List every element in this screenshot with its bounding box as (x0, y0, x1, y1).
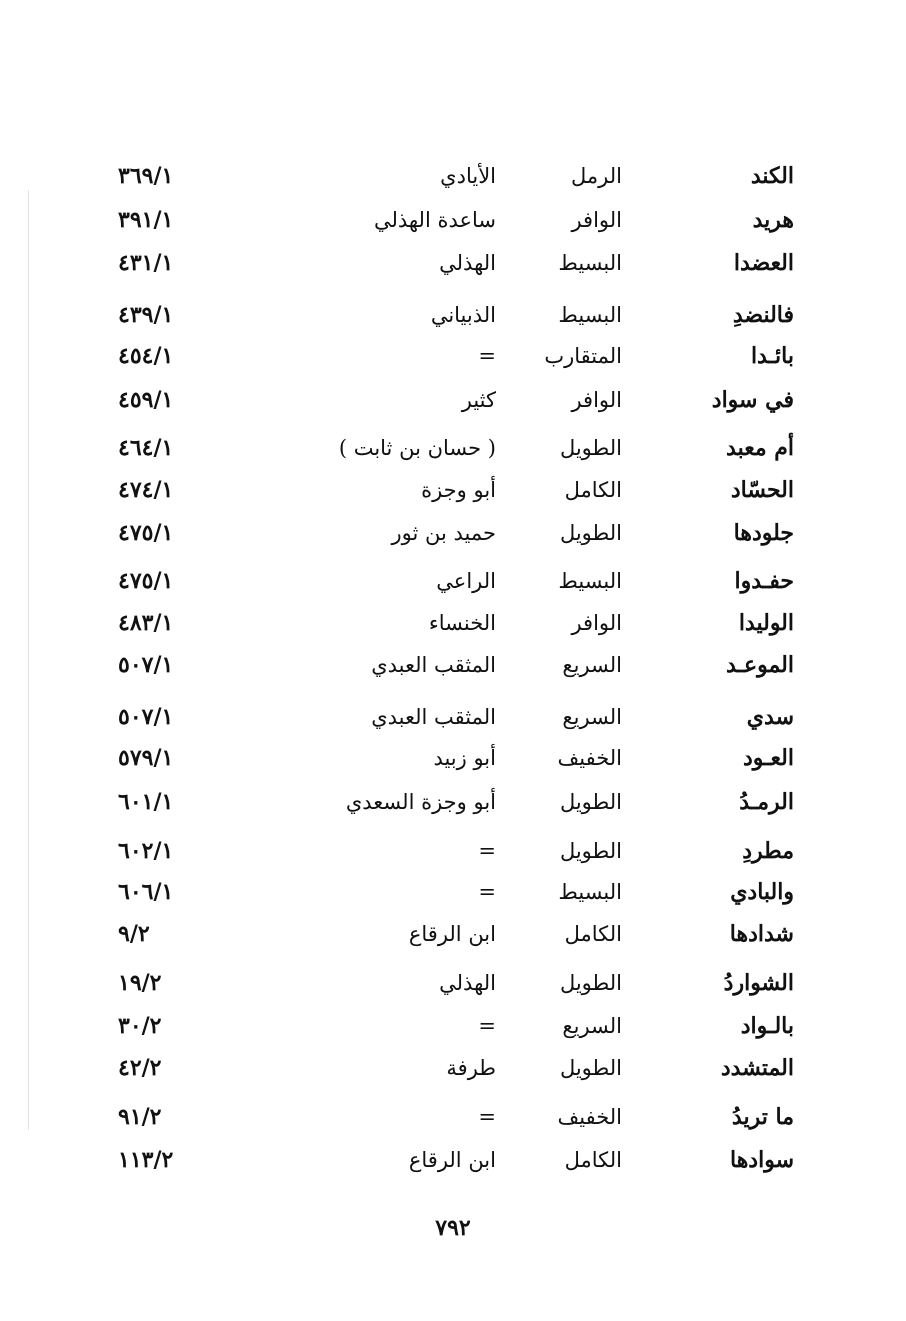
rhyme-word: أم معبد (726, 435, 794, 461)
volume-page-ref: ٤٧٥/١ (118, 520, 174, 546)
rhyme-word: مطردِ (742, 838, 794, 864)
meter-name: الخفيف (557, 746, 622, 770)
poet-name: الخنساء (428, 611, 496, 635)
volume-page-ref: ٥٠٧/١ (118, 704, 174, 730)
table-row (0, 914, 906, 954)
poet-name: = (478, 344, 496, 368)
volume-page-ref: ٣٩١/١ (118, 207, 174, 233)
meter-name: البسيط (558, 880, 622, 904)
table-row (0, 872, 906, 912)
meter-name: السريع (562, 705, 622, 729)
rhyme-word: الشواردُ (723, 970, 794, 996)
poet-name: = (478, 839, 496, 863)
poet-name: الهذلي (439, 971, 496, 995)
rhyme-word: والبادي (730, 879, 794, 905)
volume-page-ref: ٣٠/٢ (118, 1013, 162, 1039)
volume-page-ref: ٤٧٤/١ (118, 477, 174, 503)
meter-name: المتقارب (544, 344, 622, 368)
volume-page-ref: ٣٦٩/١ (118, 163, 174, 189)
rhyme-word: سدي (746, 704, 794, 730)
rhyme-word: الحسّاد (730, 477, 794, 503)
volume-page-ref: ٦٠٢/١ (118, 838, 174, 864)
meter-name: الطويل (559, 839, 622, 863)
meter-name: الكامل (564, 478, 622, 502)
table-row (0, 470, 906, 510)
volume-page-ref: ٤٥٩/١ (118, 387, 174, 413)
table-row (0, 1097, 906, 1137)
table-row (0, 156, 906, 196)
volume-page-ref: ١٩/٢ (118, 970, 162, 996)
rhyme-word: جلودها (733, 520, 794, 546)
meter-name: السريع (562, 1014, 622, 1038)
volume-page-ref: ١١٣/٢ (118, 1147, 174, 1173)
volume-page-ref: ٦٠١/١ (118, 789, 174, 815)
table-row (0, 963, 906, 1003)
table-row (0, 428, 906, 468)
rhyme-word: هريد (752, 207, 794, 233)
table-row (0, 561, 906, 601)
meter-name: الطويل (559, 971, 622, 995)
poet-name: أبو زبيد (433, 746, 496, 770)
poet-name: طرفة (446, 1056, 496, 1080)
meter-name: الوافر (571, 611, 622, 635)
volume-page-ref: ٤٣١/١ (118, 250, 174, 276)
meter-name: البسيط (558, 569, 622, 593)
table-row (0, 738, 906, 778)
table-row (0, 513, 906, 553)
volume-page-ref: ٤٧٥/١ (118, 568, 174, 594)
meter-name: الوافر (571, 208, 622, 232)
rhyme-word: سوادها (729, 1147, 794, 1173)
table-row (0, 243, 906, 283)
table-row (0, 645, 906, 685)
rhyme-word: الرمـدُ (739, 789, 794, 815)
rhyme-word: المتشدد (720, 1055, 794, 1081)
volume-page-ref: ٩/٢ (118, 921, 150, 947)
poet-name: الراعي (436, 569, 496, 593)
volume-page-ref: ٥٠٧/١ (118, 652, 174, 678)
poet-name: ابن الرقاع (408, 922, 496, 946)
poet-name: = (478, 1014, 496, 1038)
rhyme-word: حفـدوا (734, 568, 794, 594)
rhyme-word: بائـدا (750, 343, 794, 369)
rhyme-word: فالنضدِ (732, 302, 794, 328)
volume-page-ref: ٤٢/٢ (118, 1055, 162, 1081)
rhyme-word: شدادها (729, 921, 794, 947)
poet-name: الهذلي (439, 251, 496, 275)
table-row (0, 336, 906, 376)
table-row (0, 831, 906, 871)
poet-name: = (478, 1105, 496, 1129)
table-row (0, 782, 906, 822)
volume-page-ref: ٩١/٢ (118, 1104, 162, 1130)
table-row (0, 1006, 906, 1046)
table-row (0, 380, 906, 420)
table-row (0, 295, 906, 335)
table-row (0, 1140, 906, 1180)
rhyme-word: الوليدا (738, 610, 794, 636)
volume-page-ref: ٥٧٩/١ (118, 745, 174, 771)
volume-page-ref: ٤٦٤/١ (118, 435, 174, 461)
rhyme-word: ما تريدُ (731, 1104, 794, 1130)
meter-name: الطويل (559, 1056, 622, 1080)
meter-name: السريع (562, 653, 622, 677)
poet-name: أبو وجزة السعدي (345, 790, 496, 814)
poet-name: ساعدة الهذلي (373, 208, 496, 232)
poet-name: المثقب العبدي (371, 653, 496, 677)
rhyme-word: العـود (742, 745, 794, 771)
meter-name: الكامل (564, 922, 622, 946)
poet-name: حميد بن ثور (391, 521, 496, 545)
meter-name: الوافر (571, 388, 622, 412)
poet-name: كثير (461, 388, 496, 412)
volume-page-ref: ٤٥٤/١ (118, 343, 174, 369)
volume-page-ref: ٤٣٩/١ (118, 302, 174, 328)
meter-name: الكامل (564, 1148, 622, 1172)
rhyme-word: الكند (750, 163, 794, 189)
meter-name: البسيط (558, 251, 622, 275)
table-row (0, 1048, 906, 1088)
meter-name: الطويل (559, 790, 622, 814)
rhyme-word: الموعـد (725, 652, 794, 678)
volume-page-ref: ٤٨٣/١ (118, 610, 174, 636)
meter-name: البسيط (558, 303, 622, 327)
rhyme-word: العضدا (733, 250, 794, 276)
poet-name: الأيادي (440, 164, 496, 188)
poet-name: ابن الرقاع (408, 1148, 496, 1172)
table-row (0, 200, 906, 240)
poet-name: أبو وجزة (421, 478, 496, 502)
rhyme-word: بالـواد (740, 1013, 794, 1039)
table-row (0, 603, 906, 643)
meter-name: الخفيف (557, 1105, 622, 1129)
meter-name: الرمل (571, 164, 622, 188)
rhyme-word: في سواد (711, 387, 794, 413)
page-number: ٧٩٢ (435, 1215, 471, 1241)
poet-name: المثقب العبدي (371, 705, 496, 729)
table-row (0, 697, 906, 737)
poet-name: ( حسان بن ثابت ) (338, 436, 496, 460)
meter-name: الطويل (559, 436, 622, 460)
volume-page-ref: ٦٠٦/١ (118, 879, 174, 905)
poet-name: الذبياني (430, 303, 496, 327)
poet-name: = (478, 880, 496, 904)
meter-name: الطويل (559, 521, 622, 545)
